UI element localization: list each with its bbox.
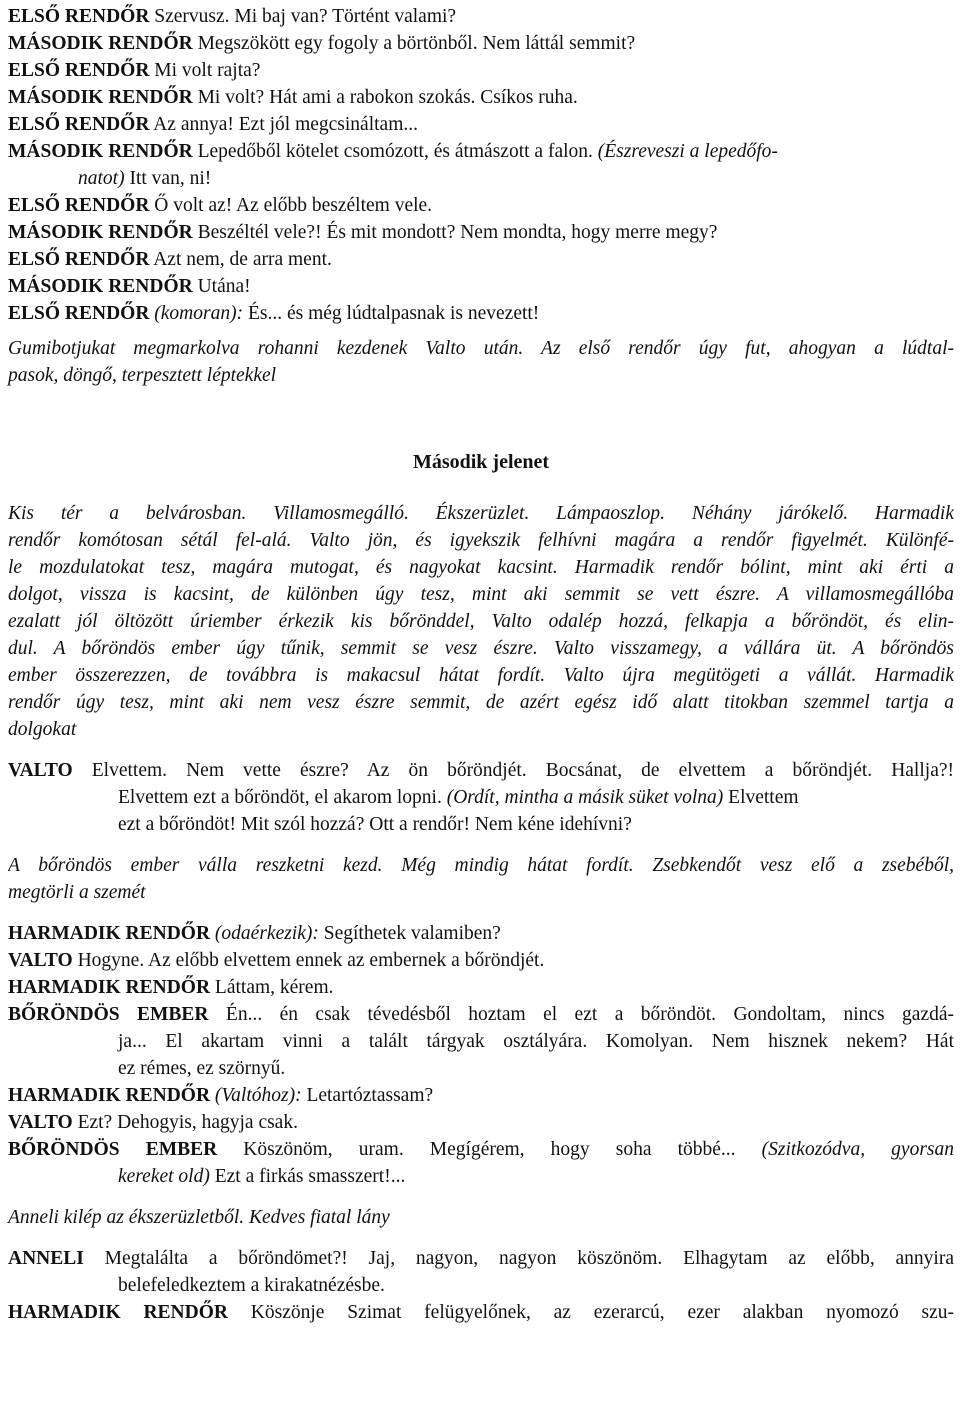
speaker-name: ELSŐ RENDŐR xyxy=(8,249,150,270)
speaker-name: MÁSODIK RENDŐR xyxy=(8,33,193,54)
text-line xyxy=(8,84,954,111)
stage-direction: Kis tér a belvárosban. Villamosmegálló. Ékszerüzlet. Lámpaoszlop. Néhány járókelő. Harmadik xyxy=(8,503,954,524)
speaker-name: ELSŐ RENDŐR xyxy=(8,114,150,135)
speaker-name: VALTO xyxy=(8,760,73,781)
dialogue-text: ez rémes, ez szörnyű. xyxy=(118,1058,286,1079)
stage-direction: ezalatt jól öltözött úriember érkezik kis bőrönddel, Valto odalép hozzá, felkapja a bőröndöt, és elin- xyxy=(8,611,954,632)
stage-direction: kereket old) xyxy=(118,1166,210,1187)
text-line xyxy=(8,500,954,527)
dialogue-text: Utána! xyxy=(192,276,251,297)
stage-direction: (odaérkezik): xyxy=(214,923,319,944)
speaker-name: ELSŐ RENDŐR xyxy=(8,6,150,27)
text-line xyxy=(8,219,954,246)
text-line xyxy=(8,1028,954,1055)
text-line xyxy=(8,635,954,662)
text-line xyxy=(8,879,954,906)
text-line xyxy=(8,852,954,879)
speaker-name: BŐRÖNDÖS EMBER xyxy=(8,1004,209,1025)
text-line xyxy=(8,111,954,138)
speaker-name: MÁSODIK RENDŐR xyxy=(8,141,193,162)
speaker-name: ELSŐ RENDŐR xyxy=(8,60,150,81)
document-page xyxy=(8,3,954,1326)
stage-direction: dolgokat xyxy=(8,719,77,740)
dialogue-text: Második jelenet xyxy=(412,451,550,473)
stage-direction: (Észreveszi a lepedőfo- xyxy=(597,141,778,162)
text-line xyxy=(8,581,954,608)
stage-direction: (Valtóhoz): xyxy=(214,1085,302,1106)
dialogue-text: Ezt a firkás smasszert!... xyxy=(209,1166,406,1187)
text-line xyxy=(8,30,954,57)
text-line xyxy=(8,947,954,974)
stage-direction: A bőröndös ember válla reszketni kezd. Még mindig hátat fordít. Zsebkendőt vesz elő a zsebéből, xyxy=(8,855,954,876)
text-line xyxy=(8,138,954,165)
stage-direction: pasok, döngő, terpesztett léptekkel xyxy=(8,365,277,386)
text-line xyxy=(8,1082,954,1109)
scene-heading xyxy=(8,449,954,476)
speaker-name: HARMADIK RENDŐR xyxy=(8,923,211,944)
stage-direction: (Szitkozódva, gyorsan xyxy=(761,1139,954,1160)
spacer xyxy=(8,327,954,335)
speaker-name: ELSŐ RENDŐR xyxy=(8,195,150,216)
speaker-name: HARMADIK RENDŐR xyxy=(8,977,211,998)
text-line xyxy=(8,57,954,84)
text-line xyxy=(8,527,954,554)
text-line xyxy=(8,165,954,192)
spacer xyxy=(8,743,954,757)
text-line xyxy=(8,608,954,635)
text-line xyxy=(8,192,954,219)
speaker-name: VALTO xyxy=(8,1112,73,1133)
dialogue-text: Láttam, kérem. xyxy=(210,977,334,998)
dialogue-text: Megszökött egy fogoly a börtönből. Nem láttál semmit? xyxy=(192,33,636,54)
dialogue-text: Azt nem, de arra ment. xyxy=(149,249,332,270)
text-line xyxy=(8,689,954,716)
text-line xyxy=(8,246,954,273)
dialogue-text: ja... El akartam vinni a talált tárgyak osztályára. Komolyan. Nem hisznek nekem? Hát xyxy=(118,1031,954,1052)
dialogue-text: Mi volt? Hát ami a rabokon szokás. Csíkos ruha. xyxy=(192,87,578,108)
text-line xyxy=(8,662,954,689)
speaker-name: BŐRÖNDÖS EMBER xyxy=(8,1139,218,1160)
speaker-name: MÁSODIK RENDŐR xyxy=(8,276,193,297)
dialogue-text: Az annya! Ezt jól megcsináltam... xyxy=(149,114,418,135)
speaker-name: MÁSODIK RENDŐR xyxy=(8,87,193,108)
speaker-name: ANNELI xyxy=(8,1248,84,1269)
text-line xyxy=(8,554,954,581)
spacer xyxy=(8,389,954,449)
dialogue-text: Szervusz. Mi baj van? Történt valami? xyxy=(149,6,457,27)
stage-direction: le mozdulatokat tesz, magára mutogat, és nagyokat kacsint. Harmadik rendőr bólint, mint aki érti a xyxy=(8,557,954,578)
dialogue-text: Megtalálta a bőröndömet?! Jaj, nagyon, nagyon köszönöm. Elhagytam az előbb, annyira xyxy=(83,1248,954,1269)
text-line xyxy=(8,1109,954,1136)
spacer xyxy=(8,838,954,852)
text-line xyxy=(8,811,954,838)
spacer xyxy=(8,476,954,500)
dialogue-text: Mi volt rajta? xyxy=(149,60,261,81)
speaker-name: VALTO xyxy=(8,950,73,971)
dialogue-text: Letartóztassam? xyxy=(301,1085,434,1106)
dialogue-text: Lepedőből kötelet csomózott, és átmászott a falon. xyxy=(192,141,598,162)
dialogue-text: Hogyne. Az előbb elvettem ennek az embernek a bőröndjét. xyxy=(72,950,545,971)
stage-direction: ember összerezzen, de továbbra is makacsul hátat fordít. Valto újra megütögeti a vállát. Harmadik xyxy=(8,665,954,686)
dialogue-text: Köszönöm, uram. Megígérem, hogy soha többé... xyxy=(217,1139,762,1160)
stage-direction: Anneli kilép az ékszerüzletből. Kedves fiatal lány xyxy=(8,1207,390,1228)
text-line xyxy=(8,362,954,389)
spacer xyxy=(8,906,954,920)
dialogue-text: ezt a bőröndöt! Mit szól hozzá? Ott a rendőr! Nem kéne idehívni? xyxy=(118,814,632,835)
speaker-name: HARMADIK RENDŐR xyxy=(8,1302,228,1323)
stage-direction: Gumibotjukat megmarkolva rohanni kezdenek Valto után. Az első rendőr úgy fut, ahogyan a lúdtal- xyxy=(8,338,954,359)
spacer xyxy=(8,1231,954,1245)
dialogue-text: Elvettem. Nem vette észre? Az ön bőröndjét. Bocsánat, de elvettem a bőröndjét. Hallja?! xyxy=(72,760,954,781)
text-line xyxy=(8,273,954,300)
dialogue-text: Ezt? Dehogyis, hagyja csak. xyxy=(72,1112,298,1133)
dialogue-text: Elvettem ezt a bőröndöt, el akarom lopni. xyxy=(118,787,447,808)
text-line xyxy=(8,974,954,1001)
stage-direction: (komoran): xyxy=(154,303,244,324)
text-line xyxy=(8,716,954,743)
stage-direction: rendőr úgy tesz, mint aki nem vesz észre semmit, de azért egész idő alatt titokban szemmel tartja a xyxy=(8,692,954,713)
text-line xyxy=(8,300,954,327)
speaker-name: ELSŐ RENDŐR xyxy=(8,303,150,324)
text-line xyxy=(8,1163,954,1190)
spacer xyxy=(8,1190,954,1204)
speaker-name: MÁSODIK RENDŐR xyxy=(8,222,193,243)
stage-direction: rendőr komótosan sétál fel-alá. Valto jön, és igyekszik felhívni magára a rendőr figyelmét. Különfé- xyxy=(8,530,954,551)
stage-direction: natot) xyxy=(78,168,125,189)
text-line xyxy=(8,1245,954,1272)
text-line xyxy=(8,1136,954,1163)
stage-direction: megtörli a szemét xyxy=(8,882,146,903)
text-line xyxy=(8,1055,954,1082)
text-line xyxy=(8,784,954,811)
text-line xyxy=(8,1272,954,1299)
dialogue-text: Én... én csak tévedésből hoztam el ezt a bőröndöt. Gondoltam, nincs gazdá- xyxy=(208,1004,954,1025)
dialogue-text: Köszönje Szimat felügyelőnek, az ezerarcú, ezer alakban nyomozó szu- xyxy=(227,1302,954,1323)
dialogue-text: Elvettem xyxy=(723,787,799,808)
text-line xyxy=(8,1299,954,1326)
text-line xyxy=(8,3,954,30)
dialogue-text: Beszéltél vele?! És mit mondott? Nem mondta, hogy merre megy? xyxy=(192,222,718,243)
dialogue-text: Segíthetek valamiben? xyxy=(318,923,501,944)
text-line xyxy=(8,1001,954,1028)
dialogue-text: belefeledkeztem a kirakatnézésbe. xyxy=(118,1275,385,1296)
stage-direction: (Ordít, mintha a másik süket volna) xyxy=(446,787,724,808)
text-line xyxy=(8,1204,954,1231)
speaker-name: HARMADIK RENDŐR xyxy=(8,1085,211,1106)
dialogue-text: Itt van, ni! xyxy=(124,168,212,189)
text-line xyxy=(8,757,954,784)
text-line xyxy=(8,920,954,947)
stage-direction: dul. A bőröndös ember úgy tűnik, semmit se vesz észre. Valto visszamegy, a vállára üt. A bőröndös xyxy=(8,638,954,659)
dialogue-text: És... és még lúdtalpasnak is nevezett! xyxy=(243,303,540,324)
dialogue-text: Ő volt az! Az előbb beszéltem vele. xyxy=(149,195,433,216)
stage-direction: dolgot, vissza is kacsint, de különben úgy tesz, mint aki semmit se vett észre. A villamosmegállóba xyxy=(8,584,954,605)
text-line xyxy=(8,335,954,362)
